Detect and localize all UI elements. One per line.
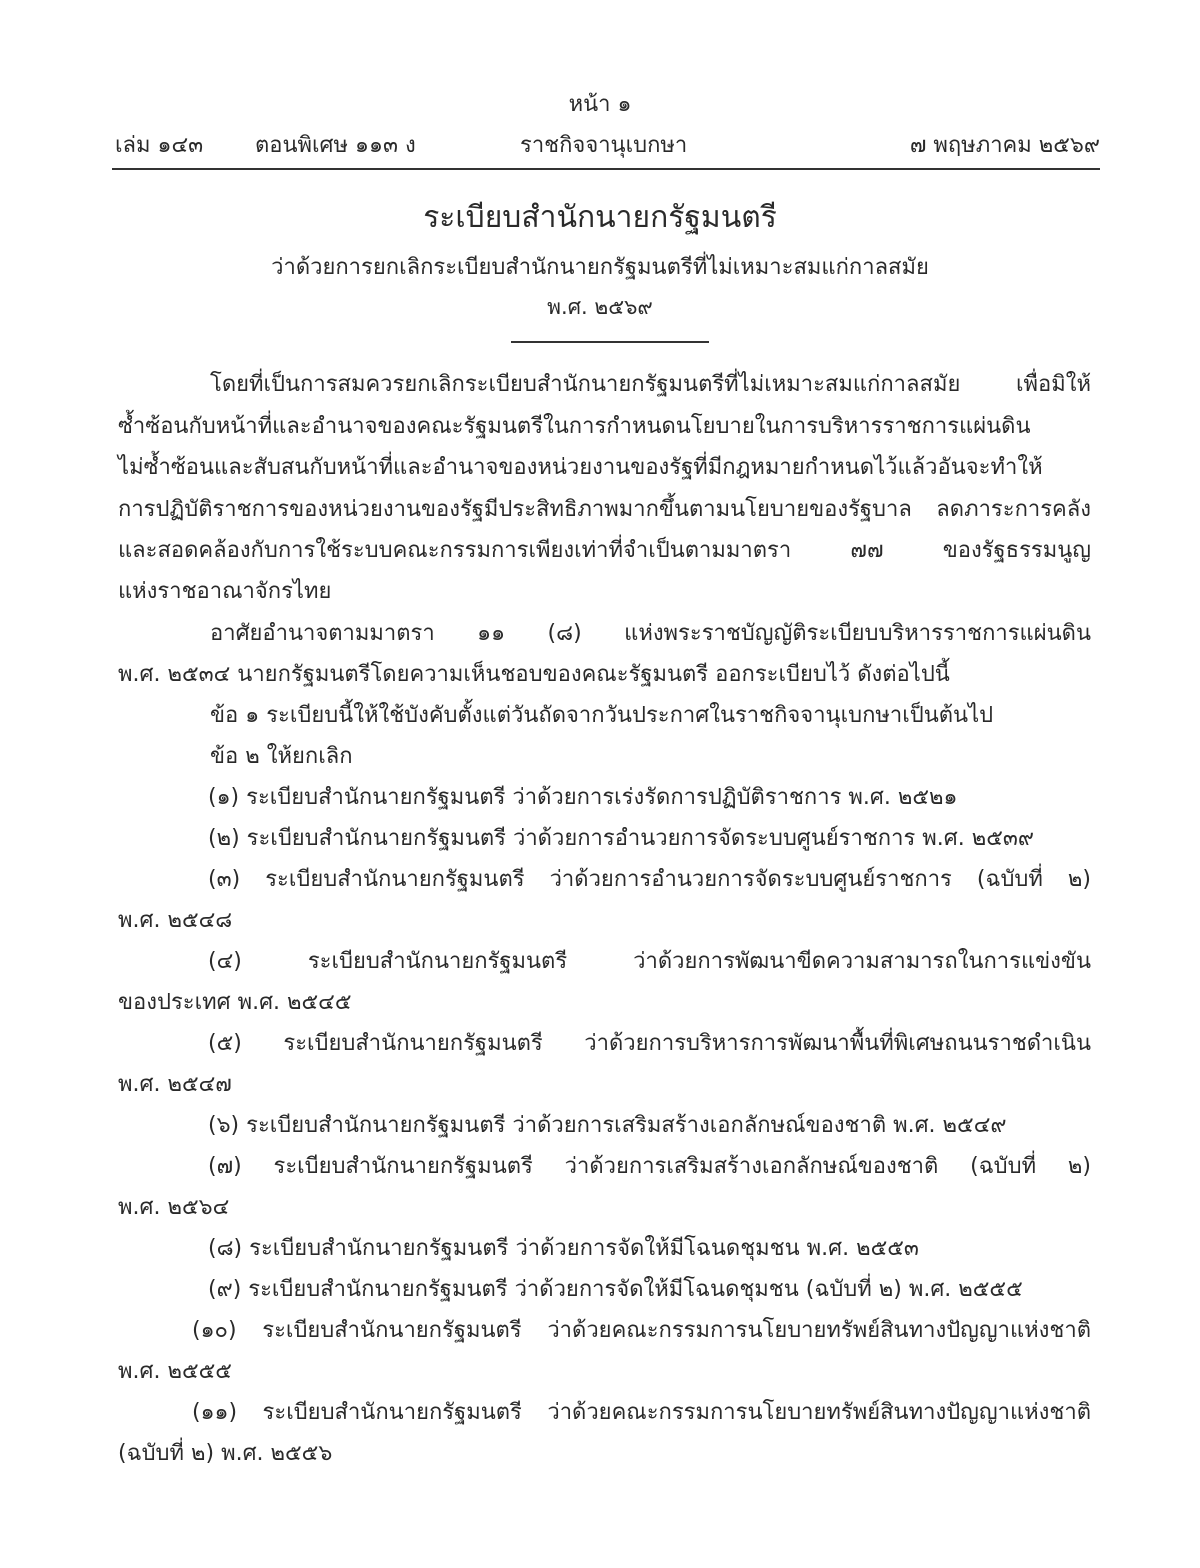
title-divider [511,341,709,343]
preamble-line: แห่งราชอาณาจักรไทย [118,579,332,604]
repealed-item: (๑) ระเบียบสำนักนายกรัฐมนตรี ว่าด้วยการเร่งรัดการปฏิบัติราชการ พ.ศ. ๒๕๒๑ [208,785,958,810]
page-number: หน้า ๑ [568,92,632,117]
authority-line: อาศัยอำนาจตามมาตรา ๑๑ (๘) แห่งพระราชบัญญัติระเบียบบริหารราชการแผ่นดิน [210,621,1091,646]
repealed-item-continuation: (ฉบับที่ ๒) พ.ศ. ๒๕๕๖ [118,1441,333,1466]
publication-date: ๗ พฤษภาคม ๒๕๖๙ [909,133,1100,158]
repealed-item: (๓) ระเบียบสำนักนายกรัฐมนตรี ว่าด้วยการอำนวยการจัดระบบศูนย์ราชการ (ฉบับที่ ๒) [208,867,1091,892]
preamble-line: การปฏิบัติราชการของหน่วยงานของรัฐมีประสิทธิภาพมากขึ้นตามนโยบายของรัฐบาล ลดภาระการคลัง [118,497,1091,522]
document-subtitle: ว่าด้วยการยกเลิกระเบียบสำนักนายกรัฐมนตรีที่ไม่เหมาะสมแก่กาลสมัย [271,255,929,280]
gazette-name: ราชกิจจานุเบกษา [520,133,688,158]
volume-label: เล่ม ๑๔๓ [115,133,204,158]
repealed-item-continuation: พ.ศ. ๒๕๕๕ [118,1359,232,1384]
document-title: ระเบียบสำนักนายกรัฐมนตรี [423,200,777,235]
preamble-line: โดยที่เป็นการสมควรยกเลิกระเบียบสำนักนายกรัฐมนตรีที่ไม่เหมาะสมแก่กาลสมัย เพื่อมิให้ [210,372,1091,397]
repealed-item: (๙) ระเบียบสำนักนายกรัฐมนตรี ว่าด้วยการจัดให้มีโฉนดชุมชน (ฉบับที่ ๒) พ.ศ. ๒๕๕๕ [208,1277,1023,1302]
repealed-item: (๑๑) ระเบียบสำนักนายกรัฐมนตรี ว่าด้วยคณะกรรมการนโยบายทรัพย์สินทางปัญญาแห่งชาติ [192,1400,1091,1425]
preamble-line: ซ้ำซ้อนกับหน้าที่และอำนาจของคณะรัฐมนตรีในการกำหนดนโยบายในการบริหารราชการแผ่นดิน [118,414,1031,439]
repealed-item: (๕) ระเบียบสำนักนายกรัฐมนตรี ว่าด้วยการบริหารการพัฒนาพื้นที่พิเศษถนนราชดำเนิน [208,1031,1091,1056]
clause-2: ข้อ ๒ ให้ยกเลิก [210,744,353,769]
repealed-item-continuation: พ.ศ. ๒๕๔๘ [118,908,233,933]
repealed-item-continuation: พ.ศ. ๒๕๔๗ [118,1072,232,1097]
repealed-item: (๖) ระเบียบสำนักนายกรัฐมนตรี ว่าด้วยการเสริมสร้างเอกลักษณ์ของชาติ พ.ศ. ๒๕๔๙ [208,1113,1007,1138]
repealed-item: (๘) ระเบียบสำนักนายกรัฐมนตรี ว่าด้วยการจัดให้มีโฉนดชุมชน พ.ศ. ๒๕๕๓ [208,1236,919,1261]
header-rule [112,168,1100,170]
preamble-line: และสอดคล้องกับการใช้ระบบคณะกรรมการเพียงเท่าที่จำเป็นตามมาตรา ๗๗ ของรัฐธรรมนูญ [118,538,1091,563]
repealed-item: (๗) ระเบียบสำนักนายกรัฐมนตรี ว่าด้วยการเสริมสร้างเอกลักษณ์ของชาติ (ฉบับที่ ๒) [208,1154,1091,1179]
preamble-line: ไม่ซ้ำซ้อนและสับสนกับหน้าที่และอำนาจของหน่วยงานของรัฐที่มีกฎหมายกำหนดไว้แล้วอันจะทำให้ [118,455,1043,480]
repealed-item: (๑๐) ระเบียบสำนักนายกรัฐมนตรี ว่าด้วยคณะกรรมการนโยบายทรัพย์สินทางปัญญาแห่งชาติ [192,1318,1091,1343]
repealed-item-continuation: พ.ศ. ๒๕๖๔ [118,1195,230,1220]
document-year: พ.ศ. ๒๕๖๙ [547,295,653,319]
repealed-item: (๔) ระเบียบสำนักนายกรัฐมนตรี ว่าด้วยการพัฒนาขีดความสามารถในการแข่งขัน [208,949,1091,974]
authority-line: พ.ศ. ๒๕๓๔ นายกรัฐมนตรีโดยความเห็นชอบของคณะรัฐมนตรี ออกระเบียบไว้ ดังต่อไปนี้ [118,662,950,687]
clause-1: ข้อ ๑ ระเบียบนี้ให้ใช้บังคับตั้งแต่วันถัดจากวันประกาศในราชกิจจานุเบกษาเป็นต้นไป [210,703,994,728]
repealed-item-continuation: ของประเทศ พ.ศ. ๒๕๔๕ [118,990,352,1015]
issue-label: ตอนพิเศษ ๑๑๓ ง [255,133,416,158]
repealed-item: (๒) ระเบียบสำนักนายกรัฐมนตรี ว่าด้วยการอำนวยการจัดระบบศูนย์ราชการ พ.ศ. ๒๕๓๙ [208,826,1035,851]
